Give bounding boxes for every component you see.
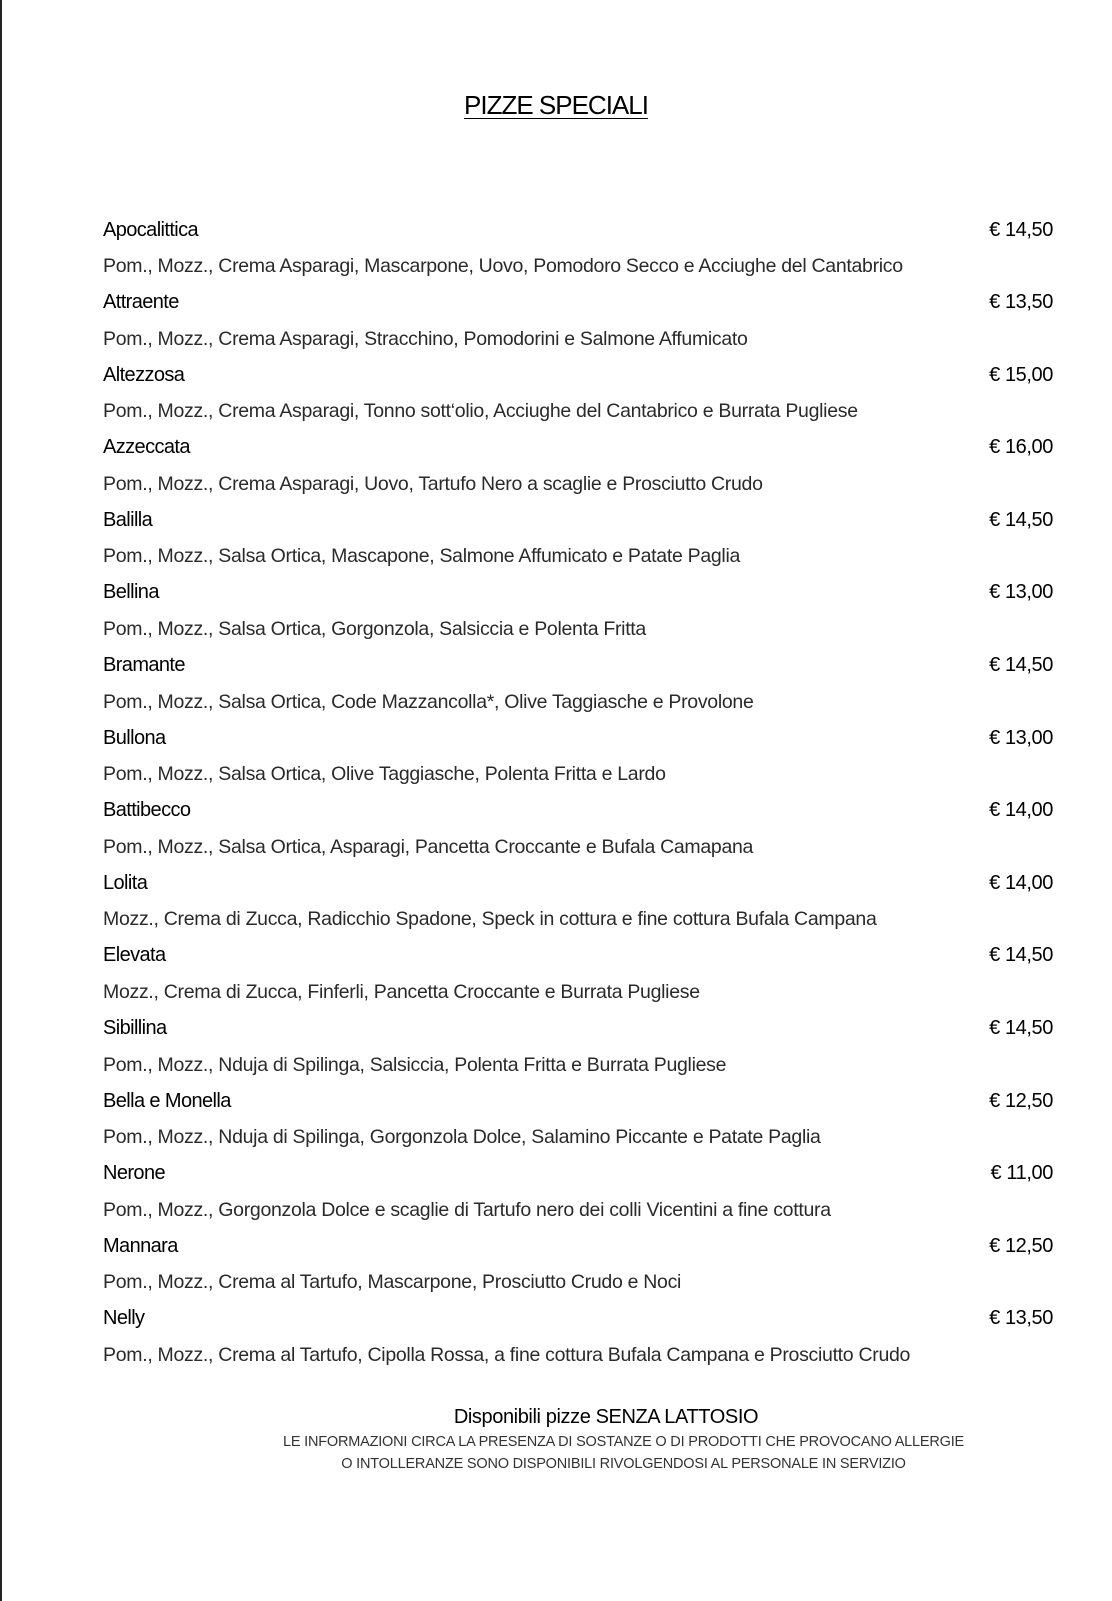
menu-item-description: Pom., Mozz., Crema Asparagi, Stracchino, Pomodorini e Salmone Affumicato — [103, 327, 748, 350]
menu-item-price: € 13,50 — [989, 291, 1053, 314]
menu-item — [103, 648, 1053, 721]
menu-item-name: Mannara — [103, 1234, 178, 1257]
menu-item — [103, 502, 1053, 575]
menu-item-header — [103, 1156, 1053, 1192]
menu-item-header — [103, 212, 1053, 248]
menu-item-price: € 13,00 — [989, 726, 1053, 749]
menu-item-name: Attraente — [103, 291, 179, 314]
menu-item-price: € 14,00 — [989, 799, 1053, 822]
menu-item-description: Pom., Mozz., Salsa Ortica, Gorgonzola, Salsiccia e Polenta Fritta — [103, 617, 646, 640]
menu-item-header — [103, 285, 1053, 321]
menu-item-name: Sibillina — [103, 1017, 167, 1040]
menu-item-name: Battibecco — [103, 799, 191, 822]
menu-item-description: Pom., Mozz., Salsa Ortica, Mascapone, Salmone Affumicato e Patate Paglia — [103, 545, 741, 568]
allergy-notice-line-2: O INTOLLERANZE SONO DISPONIBILI RIVOLGENDOSI AL PERSONALE IN SERVIZIO — [341, 1456, 906, 1472]
menu-item-header — [103, 1011, 1053, 1047]
menu-item-name: Altezzosa — [103, 363, 185, 386]
lactose-free-notice: Disponibili pizze SENZA LATTOSIO — [453, 1406, 759, 1428]
menu-item-price: € 14,50 — [989, 654, 1053, 677]
menu-item-price: € 13,50 — [989, 1307, 1053, 1330]
menu-item-header — [103, 430, 1053, 466]
menu-item-header — [103, 1083, 1053, 1119]
menu-item-description: Pom., Mozz., Gorgonzola Dolce e scaglie di Tartufo nero dei colli Vicentini a fine cottura — [103, 1198, 831, 1221]
menu-item-header — [103, 793, 1053, 829]
menu-item-description: Mozz., Crema di Zucca, Finferli, Pancetta Croccante e Burrata Pugliese — [103, 980, 700, 1003]
menu-item-name: Bellina — [103, 581, 159, 604]
menu-item-price: € 14,50 — [989, 508, 1053, 531]
menu-item-name: Lolita — [103, 871, 148, 894]
menu-item-name: Balilla — [103, 508, 153, 531]
menu-item — [103, 1083, 1053, 1156]
menu-item — [103, 938, 1053, 1011]
menu-item — [103, 285, 1053, 358]
menu-item-price: € 14,00 — [989, 871, 1053, 894]
menu-item-name: Elevata — [103, 944, 166, 967]
menu-item-description: Pom., Mozz., Crema Asparagi, Uovo, Tartufo Nero a scaglie e Prosciutto Crudo — [103, 472, 763, 495]
menu-item-name: Bramante — [103, 654, 185, 677]
menu-item-description: Pom., Mozz., Crema al Tartufo, Cipolla Rossa, a fine cottura Bufala Campana e Prosciutto Crudo — [103, 1343, 911, 1366]
menu-item-description: Pom., Mozz., Nduja di Spilinga, Salsiccia, Polenta Fritta e Burrata Pugliese — [103, 1053, 727, 1076]
menu-item — [103, 430, 1053, 503]
menu-item-price: € 12,50 — [989, 1089, 1053, 1112]
menu-item — [103, 793, 1053, 866]
menu-item-description: Pom., Mozz., Crema al Tartufo, Mascarpone, Prosciutto Crudo e Noci — [103, 1271, 682, 1294]
menu-item-description: Pom., Mozz., Salsa Ortica, Asparagi, Pancetta Croccante e Bufala Camapana — [103, 835, 754, 858]
menu-item — [103, 1156, 1053, 1229]
menu-item-name: Nerone — [103, 1162, 165, 1185]
menu-item-header — [103, 1301, 1053, 1337]
menu-item-header — [103, 938, 1053, 974]
menu-item-header — [103, 720, 1053, 756]
page-left-border — [0, 0, 2, 1601]
page-title: PIZZE SPECIALI — [464, 90, 648, 120]
menu-item-description: Mozz., Crema di Zucca, Radicchio Spadone, Speck in cottura e fine cottura Bufala Campana — [103, 908, 877, 931]
allergy-notice-line-1: LE INFORMAZIONI CIRCA LA PRESENZA DI SOSTANZE O DI PRODOTTI CHE PROVOCANO ALLERGIE — [282, 1434, 965, 1450]
menu-item-price: € 14,50 — [989, 1017, 1053, 1040]
menu-item-name: Bullona — [103, 726, 166, 749]
menu-item-price: € 15,00 — [989, 363, 1053, 386]
menu-item-price: € 11,00 — [990, 1162, 1053, 1185]
footer — [0, 1406, 1112, 1475]
menu-item-description: Pom., Mozz., Nduja di Spilinga, Gorgonzola Dolce, Salamino Piccante e Patate Paglia — [103, 1126, 821, 1149]
menu-item-price: € 12,50 — [989, 1234, 1053, 1257]
menu-item — [103, 357, 1053, 430]
menu-item-description: Pom., Mozz., Salsa Ortica, Code Mazzancolla*, Olive Taggiasche e Provolone — [103, 690, 754, 713]
menu-item-name: Apocalittica — [103, 218, 199, 241]
menu-item-price: € 14,50 — [989, 218, 1053, 241]
menu-item-price: € 13,00 — [989, 581, 1053, 604]
pizza-menu-list — [103, 212, 1053, 1374]
menu-item-header — [103, 575, 1053, 611]
menu-item-header — [103, 648, 1053, 684]
menu-item-price: € 14,50 — [989, 944, 1053, 967]
menu-item-header — [103, 1228, 1053, 1264]
menu-item — [103, 1301, 1053, 1374]
menu-item — [103, 865, 1053, 938]
menu-item-header — [103, 502, 1053, 538]
menu-item-price: € 16,00 — [989, 436, 1053, 459]
menu-item — [103, 212, 1053, 285]
menu-item-header — [103, 357, 1053, 393]
menu-item — [103, 720, 1053, 793]
menu-item-description: Pom., Mozz., Crema Asparagi, Mascarpone, Uovo, Pomodoro Secco e Acciughe del Cantabrico — [103, 255, 903, 277]
menu-item-description: Pom., Mozz., Salsa Ortica, Olive Taggiasche, Polenta Fritta e Lardo — [103, 763, 666, 786]
menu-item-header — [103, 865, 1053, 901]
menu-item-name: Bella e Monella — [103, 1089, 231, 1112]
menu-item — [103, 1011, 1053, 1084]
menu-item — [103, 1228, 1053, 1301]
menu-item — [103, 575, 1053, 648]
allergy-notice — [135, 1431, 1112, 1475]
menu-item-name: Azzeccata — [103, 436, 190, 459]
menu-item-name: Nelly — [103, 1307, 145, 1330]
menu-item-description: Pom., Mozz., Crema Asparagi, Tonno sott‘olio, Acciughe del Cantabrico e Burrata Pugliese — [103, 400, 858, 423]
